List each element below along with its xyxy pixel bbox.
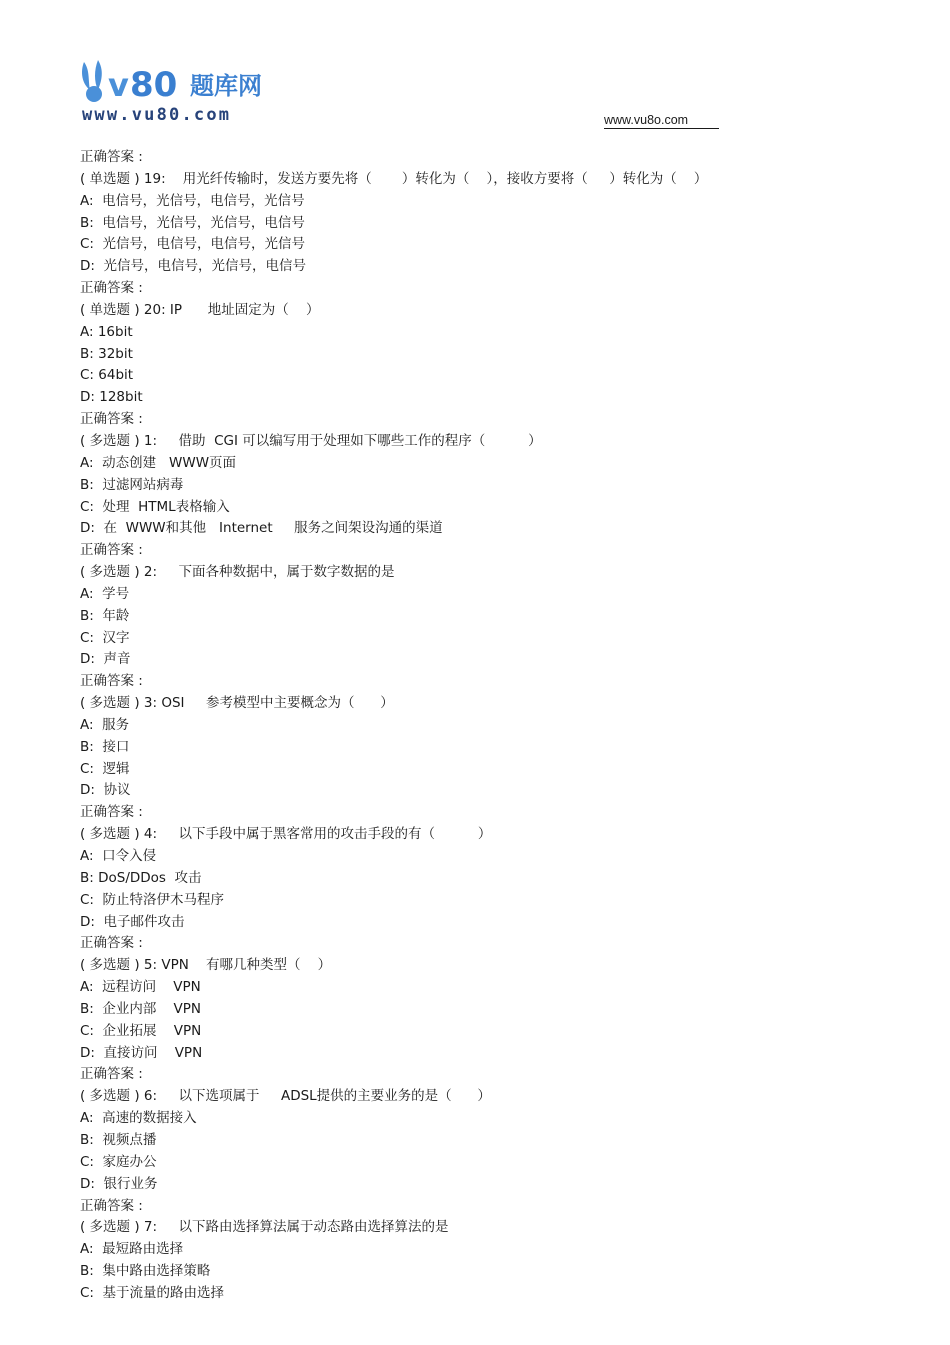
option-line: C: 64bit bbox=[80, 367, 134, 384]
option-line: C: 防止特洛伊木马程序 bbox=[80, 891, 225, 908]
option-line: C: 处理 HTML表格输入 bbox=[80, 498, 230, 515]
option-line: B: 视频点播 bbox=[80, 1131, 157, 1148]
option-line: A: 动态创建 WWW页面 bbox=[80, 454, 237, 471]
option-line: C: 企业拓展 VPN bbox=[80, 1022, 202, 1039]
answer-label: 正确答案 : bbox=[80, 804, 143, 821]
option-line: C: 汉字 bbox=[80, 629, 130, 646]
question-title: ( 多选题 ) 4: 以下手段中属于黑客常用的攻击手段的有（ ） bbox=[80, 826, 492, 843]
option-line: B: 过滤网站病毒 bbox=[80, 476, 184, 493]
option-line: D: 光信号，电信号，光信号，电信号 bbox=[80, 258, 307, 275]
option-line: A: 高速的数据接入 bbox=[80, 1110, 197, 1127]
question-title: ( 多选题 ) 7: 以下路由选择算法属于动态路由选择算法的是 bbox=[80, 1219, 449, 1236]
svg-text:v: v bbox=[108, 66, 129, 104]
option-line: A: 16bit bbox=[80, 323, 133, 340]
option-line: C: 光信号，电信号，电信号，光信号 bbox=[80, 236, 306, 253]
option-line: B: 企业内部 VPN bbox=[80, 1000, 202, 1017]
vu80-logo bbox=[78, 58, 298, 126]
option-line: B: 电信号，光信号，光信号，电信号 bbox=[80, 214, 305, 231]
option-line: B: 32bit bbox=[80, 345, 133, 362]
svg-text:80: 80 bbox=[130, 65, 178, 105]
answer-label: 正确答案 : bbox=[80, 542, 143, 559]
option-line: B: 年龄 bbox=[80, 607, 130, 624]
option-line: A: 学号 bbox=[80, 585, 130, 602]
question-title: ( 多选题 ) 5: VPN 有哪几种类型（ ） bbox=[80, 957, 332, 974]
option-line: C: 家庭办公 bbox=[80, 1153, 157, 1170]
option-line: B: 集中路由选择策略 bbox=[80, 1263, 211, 1280]
option-line: B: 接口 bbox=[80, 738, 130, 755]
option-line: A: 电信号，光信号，电信号，光信号 bbox=[80, 192, 305, 209]
question-title: ( 单选题 ) 20: IP 地址固定为（ ） bbox=[80, 301, 320, 318]
logo-text: 题库网 bbox=[190, 72, 262, 100]
logo-graphic bbox=[78, 58, 298, 126]
answer-label: 正确答案 : bbox=[80, 411, 143, 428]
site-link[interactable]: www.vu8o.com bbox=[604, 113, 719, 129]
option-line: D: 电子邮件攻击 bbox=[80, 913, 185, 930]
option-line: C: 逻辑 bbox=[80, 760, 130, 777]
answer-label: 正确答案 : bbox=[80, 673, 143, 690]
question-title: ( 多选题 ) 6: 以下选项属于 ADSL提供的主要业务的是（ ） bbox=[80, 1088, 491, 1105]
logo-url: www.vu80.com bbox=[82, 105, 232, 125]
option-line: D: 协议 bbox=[80, 782, 131, 799]
question-title: ( 多选题 ) 3: OSI 参考模型中主要概念为（ ） bbox=[80, 695, 394, 712]
option-line: D: 直接访问 VPN bbox=[80, 1044, 203, 1061]
answer-label: 正确答案 : bbox=[80, 935, 143, 952]
option-line: C: 基于流量的路由选择 bbox=[80, 1284, 225, 1301]
option-line: B: DoS/DDos 攻击 bbox=[80, 869, 202, 886]
option-line: D: 银行业务 bbox=[80, 1175, 158, 1192]
option-line: D: 在 WWW和其他 Internet 服务之间架设沟通的渠道 bbox=[80, 520, 443, 537]
question-list bbox=[80, 147, 880, 1305]
answer-label: 正确答案 : bbox=[80, 1066, 143, 1083]
option-line: A: 口令入侵 bbox=[80, 848, 157, 864]
question-title: ( 单选题 ) 19: 用光纤传输时，发送方要先将（ ）转化为（ ），接收方要将（ ）转化为（ ） bbox=[80, 170, 708, 187]
option-line: A: 远程访问 VPN bbox=[80, 979, 201, 996]
option-line: A: 最短路由选择 bbox=[80, 1241, 184, 1258]
answer-label: 正确答案 : bbox=[80, 1197, 143, 1214]
option-line: D: 128bit bbox=[80, 389, 143, 406]
option-line: A: 服务 bbox=[80, 716, 130, 733]
answer-label: 正确答案 : bbox=[80, 280, 143, 297]
question-title: ( 多选题 ) 1: 借助 CGI 可以编写用于处理如下哪些工作的程序（ ） bbox=[80, 432, 542, 449]
option-line: D: 声音 bbox=[80, 651, 131, 668]
answer-label: 正确答案 : bbox=[80, 149, 143, 165]
question-title: ( 多选题 ) 2: 下面各种数据中，属于数字数据的是 bbox=[80, 564, 395, 581]
